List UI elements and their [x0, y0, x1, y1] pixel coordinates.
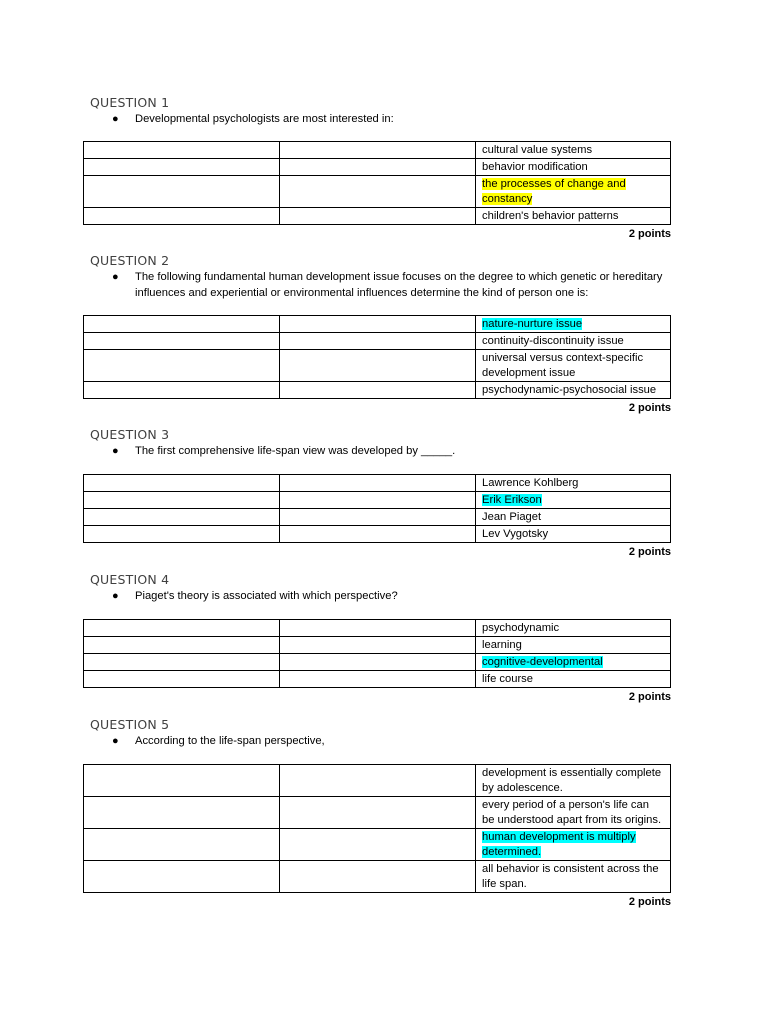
- answer-cell: [476, 764, 671, 796]
- answer-cell: [476, 670, 671, 687]
- answer-cell: [476, 508, 671, 525]
- question-prompt: [83, 112, 670, 128]
- blank-cell: [280, 333, 476, 350]
- answer-row: [84, 474, 671, 491]
- blank-cell: [280, 670, 476, 687]
- question-4: [83, 572, 671, 704]
- blank-cell: [280, 491, 476, 508]
- answer-row: [84, 796, 671, 828]
- answer-row: [84, 207, 671, 224]
- question-1: [83, 95, 671, 241]
- answer-table: [83, 474, 671, 543]
- answer-row: [84, 860, 671, 892]
- answer-cell: [476, 860, 671, 892]
- blank-cell: [84, 207, 280, 224]
- question-title: QUESTION 1: [90, 95, 170, 110]
- blank-cell: [84, 796, 280, 828]
- answer-row: [84, 175, 671, 207]
- answer-cell: [476, 653, 671, 670]
- answer-text: Jean Piaget: [482, 510, 542, 523]
- answer-row: [84, 141, 671, 158]
- bullet-icon: ●: [112, 590, 119, 602]
- blank-cell: [280, 175, 476, 207]
- blank-cell: [280, 474, 476, 491]
- answer-text: continuity-discontinuity issue: [482, 335, 624, 347]
- points-label: 2 points: [628, 402, 671, 414]
- answer-text: behavior modification: [482, 160, 588, 173]
- question-title: QUESTION 5: [90, 717, 170, 732]
- answer-text: universal versus context-specific development issue: [482, 352, 644, 379]
- blank-cell: [280, 636, 476, 653]
- blank-cell: [84, 670, 280, 687]
- blank-cell: [280, 619, 476, 636]
- answer-cell: [476, 350, 671, 382]
- answer-row: [84, 508, 671, 525]
- blank-cell: [84, 316, 280, 333]
- answer-text: psychodynamic: [482, 621, 560, 634]
- answer-cell: [476, 316, 671, 333]
- blank-cell: [280, 382, 476, 399]
- blank-cell: [84, 764, 280, 796]
- blank-cell: [280, 796, 476, 828]
- question-2: [83, 253, 671, 415]
- blank-cell: [84, 491, 280, 508]
- blank-cell: [84, 158, 280, 175]
- points-label: 2 points: [628, 545, 671, 558]
- points-label: 2 points: [628, 895, 671, 908]
- bullet-icon: ●: [112, 113, 119, 125]
- bullet-icon: ●: [112, 735, 119, 747]
- answer-text: children's behavior patterns: [482, 209, 619, 222]
- question-prompt-text: According to the life-span perspective,: [135, 735, 325, 747]
- blank-cell: [84, 619, 280, 636]
- answer-table: [83, 619, 671, 688]
- question-title: QUESTION 4: [90, 572, 170, 587]
- question-3: [83, 427, 671, 559]
- answer-text: every period of a person's life can be understood apart from its origins.: [482, 798, 662, 826]
- answer-cell: [476, 474, 671, 491]
- answer-text-highlighted: cognitive-developmental: [482, 655, 603, 668]
- answer-cell: [476, 525, 671, 542]
- blank-cell: [84, 636, 280, 653]
- question-prompt: [83, 589, 670, 605]
- blank-cell: [280, 525, 476, 542]
- answer-row: [84, 350, 671, 382]
- answer-row: [84, 670, 671, 687]
- blank-cell: [84, 828, 280, 860]
- question-prompt: [83, 734, 670, 750]
- answer-row: [84, 619, 671, 636]
- blank-cell: [280, 653, 476, 670]
- answer-cell: [476, 141, 671, 158]
- blank-cell: [280, 141, 476, 158]
- question-prompt-text: The first comprehensive life-span view was developed by _____.: [135, 445, 456, 457]
- answer-row: [84, 491, 671, 508]
- answer-row: [84, 316, 671, 333]
- answer-row: [84, 764, 671, 796]
- blank-cell: [280, 764, 476, 796]
- answer-text-highlighted: human development is multiply determined.: [482, 830, 636, 858]
- question-5: [83, 717, 671, 909]
- blank-cell: [280, 207, 476, 224]
- answer-text-highlighted: the processes of change and constancy: [482, 177, 626, 205]
- blank-cell: [280, 860, 476, 892]
- answer-cell: [476, 636, 671, 653]
- answer-text-highlighted: nature-nurture issue: [482, 318, 583, 330]
- answer-row: [84, 653, 671, 670]
- answer-cell: [476, 175, 671, 207]
- answer-text-highlighted: Erik Erikson: [482, 493, 542, 506]
- question-prompt-text: Piaget's theory is associated with which perspective?: [135, 590, 398, 602]
- answer-cell: [476, 333, 671, 350]
- blank-cell: [84, 508, 280, 525]
- answer-table: [83, 141, 671, 225]
- bullet-icon: ●: [112, 445, 119, 457]
- question-prompt-text: Developmental psychologists are most interested in:: [135, 113, 394, 125]
- answer-cell: [476, 382, 671, 399]
- blank-cell: [84, 860, 280, 892]
- blank-cell: [84, 350, 280, 382]
- blank-cell: [84, 474, 280, 491]
- answer-table: [83, 315, 671, 399]
- answer-cell: [476, 158, 671, 175]
- answer-row: [84, 828, 671, 860]
- blank-cell: [84, 653, 280, 670]
- answer-cell: [476, 828, 671, 860]
- points-label: 2 points: [628, 690, 671, 703]
- blank-cell: [84, 141, 280, 158]
- answer-text: Lawrence Kohlberg: [482, 476, 579, 489]
- question-title: QUESTION 3: [90, 427, 170, 442]
- answer-text: all behavior is consistent across the life span.: [482, 862, 659, 890]
- blank-cell: [84, 333, 280, 350]
- answer-row: [84, 525, 671, 542]
- blank-cell: [280, 828, 476, 860]
- blank-cell: [280, 316, 476, 333]
- blank-cell: [280, 508, 476, 525]
- answer-text: psychodynamic-psychosocial issue: [482, 384, 657, 396]
- bullet-icon: ●: [112, 271, 119, 283]
- question-prompt: [83, 270, 670, 301]
- answer-text: cultural value systems: [482, 143, 593, 156]
- question-prompt: [83, 444, 670, 460]
- answer-cell: [476, 619, 671, 636]
- answer-text: life course: [482, 672, 533, 685]
- blank-cell: [280, 158, 476, 175]
- question-title: QUESTION 2: [90, 253, 170, 268]
- answer-row: [84, 382, 671, 399]
- points-label: 2 points: [628, 227, 671, 240]
- question-prompt-text: The following fundamental human development issue focuses on the degree to which genetic or hereditary influences and experiential or environmental influences determine the kind of person one is:: [135, 271, 663, 299]
- answer-text: learning: [482, 638, 522, 651]
- answer-table: [83, 764, 671, 893]
- answer-text: Lev Vygotsky: [482, 527, 549, 540]
- answer-row: [84, 158, 671, 175]
- blank-cell: [84, 382, 280, 399]
- answer-row: [84, 333, 671, 350]
- answer-text: development is essentially complete by adolescence.: [482, 766, 662, 794]
- answer-cell: [476, 796, 671, 828]
- blank-cell: [280, 350, 476, 382]
- answer-row: [84, 636, 671, 653]
- answer-cell: [476, 207, 671, 224]
- answer-cell: [476, 491, 671, 508]
- blank-cell: [84, 525, 280, 542]
- blank-cell: [84, 175, 280, 207]
